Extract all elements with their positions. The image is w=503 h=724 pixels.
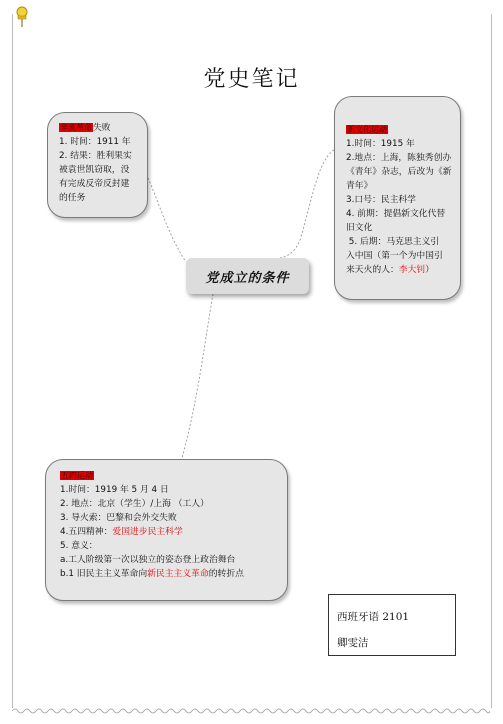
card-line-spirit bbox=[60, 525, 283, 539]
card-line: a.工人阶级第一次以独立的姿态登上政治舞台 bbox=[60, 555, 236, 565]
card-line: 4. 前期：提倡新文化代替 bbox=[346, 209, 446, 219]
card-line: 3. 导火索：巴黎和会外交失败 bbox=[60, 513, 177, 523]
last-line-red: 李大钊 bbox=[398, 265, 426, 275]
student-name: 卿雯洁 bbox=[337, 637, 369, 649]
spirit-red: 爱国进步民主科学 bbox=[112, 527, 183, 537]
card-line: 的任务 bbox=[59, 193, 86, 203]
highlight-label: 五四运动 bbox=[61, 471, 93, 480]
last-line-prefix: 来天火的人： bbox=[346, 265, 399, 275]
card-line-last bbox=[346, 263, 456, 277]
card-line: 1.时间：1919 年 5 月 4 日 bbox=[60, 485, 169, 495]
card-line: 入中国（第一个为中国引 bbox=[346, 251, 443, 261]
card-line: 5. 后期：马克思主义引 bbox=[346, 237, 440, 247]
card-line: 5. 意义： bbox=[60, 541, 98, 551]
card-line: 《青年》杂志，后改为《新 bbox=[346, 167, 452, 177]
card-line: 被袁世凯窃取，没 bbox=[59, 165, 130, 175]
card-line-meaning-b bbox=[60, 567, 283, 581]
last-line-suffix: ） bbox=[425, 265, 435, 275]
card-heading bbox=[60, 469, 283, 483]
center-topic: 党成立的条件 bbox=[186, 258, 309, 294]
card-line: 2. 地点：北京（学生）/上海 （工人） bbox=[60, 499, 209, 509]
page-title: 党史笔记 bbox=[203, 67, 300, 92]
class-name: 西班牙语 2101 bbox=[337, 611, 410, 623]
card-line: 1.时间：1915 年 bbox=[346, 139, 415, 149]
card-line: 旧文化 bbox=[346, 223, 373, 233]
card-heading bbox=[59, 121, 141, 135]
student-info-box bbox=[328, 594, 456, 656]
card-line: 有完成反帝反封建 bbox=[59, 179, 130, 189]
heading-text: 失败 bbox=[93, 123, 111, 133]
meaning-b-prefix: b.1 旧民主主义革命向 bbox=[60, 569, 148, 579]
highlight-label: 新文化运动 bbox=[347, 125, 387, 134]
spirit-prefix: 4.五四精神： bbox=[60, 527, 113, 537]
meaning-b-suffix: 的转折点 bbox=[208, 569, 244, 579]
card-line: 2. 结果：胜利果实 bbox=[59, 151, 132, 161]
card-line: 1. 时间：1911 年 bbox=[59, 137, 131, 147]
card-xinwenhua bbox=[334, 96, 461, 300]
highlight-label: 辛亥革命 bbox=[60, 123, 92, 132]
card-heading bbox=[346, 123, 456, 137]
meaning-b-red: 新民主主义革命 bbox=[147, 569, 209, 579]
card-line: 2.地点：上海，陈独秀创办 bbox=[346, 153, 452, 163]
card-line: 青年》 bbox=[346, 181, 373, 191]
card-wusi bbox=[45, 459, 288, 601]
card-xinhai bbox=[47, 112, 148, 218]
card-line: 3.口号：民主科学 bbox=[346, 195, 416, 205]
